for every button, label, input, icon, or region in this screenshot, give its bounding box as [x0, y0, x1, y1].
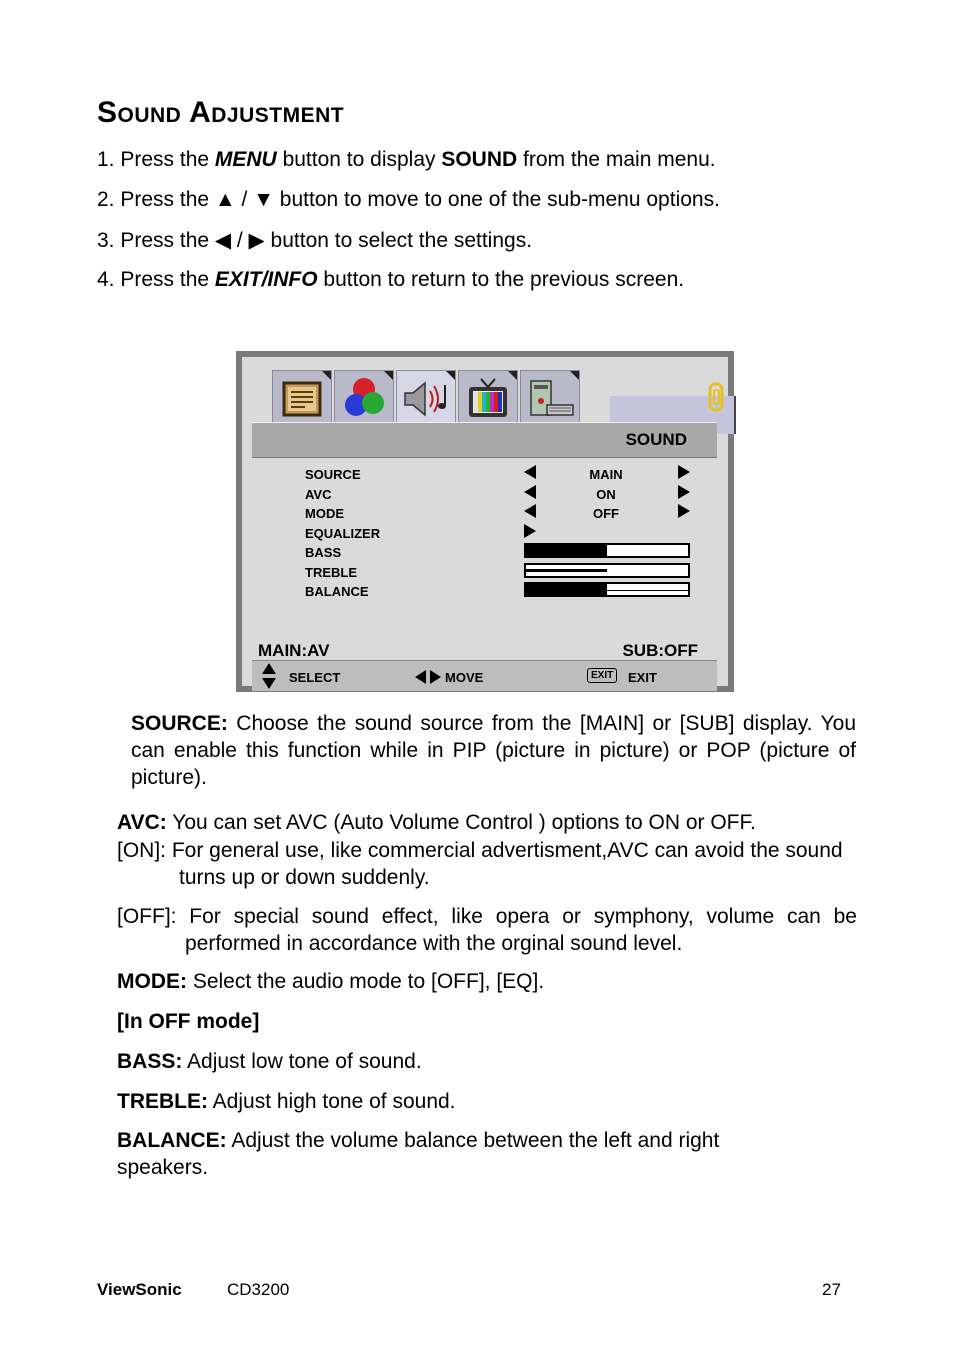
balance-center-line — [526, 590, 688, 591]
step-1: 1. Press the MENU button to display SOUND from the main menu. — [97, 148, 716, 171]
treble-description: TREBLE: Adjust high tone of sound. — [117, 1090, 456, 1113]
status-sub: SUB:OFF — [622, 641, 698, 660]
exit-key-icon: EXIT — [587, 668, 617, 683]
osd-help-bar — [252, 660, 717, 691]
left-right-arrow-icon — [415, 670, 441, 684]
menu-label-treble[interactable]: TREBLE — [305, 565, 357, 580]
avc-off-description: [OFF]: For special sound effect, like opera or symphony, volume can be performed in accordance with the orginal sound level. — [117, 905, 857, 955]
help-exit: EXIT — [628, 670, 657, 685]
osd-title-bar — [252, 422, 717, 458]
clip-icon — [706, 382, 730, 414]
section-heading: Sound Adjustment — [97, 96, 345, 129]
tab-sound[interactable] — [396, 370, 456, 426]
menu-label-avc[interactable]: AVC — [305, 487, 332, 502]
balance-level-bar[interactable] — [524, 582, 690, 597]
help-select: SELECT — [289, 670, 341, 685]
footer-brand: ViewSonic — [97, 1280, 182, 1299]
tab-picture-setup[interactable] — [272, 370, 332, 426]
left-arrow-icon[interactable] — [524, 485, 536, 499]
menu-value-mode: OFF — [593, 506, 619, 521]
left-arrow-icon[interactable] — [524, 465, 536, 479]
balance-description: BALANCE: Adjust the volume balance between the left and right speakers. — [117, 1129, 720, 1179]
treble-level-bar[interactable] — [524, 563, 690, 578]
menu-value-avc: ON — [596, 487, 616, 502]
mode-description: MODE: Select the audio mode to [OFF], [EQ]. — [117, 970, 545, 993]
menu-label-mode[interactable]: MODE — [305, 506, 344, 521]
menu-label-balance[interactable]: BALANCE — [305, 584, 369, 599]
step-2: 2. Press the ▲ / ▼ button to move to one of the sub-menu options. — [97, 188, 720, 211]
up-down-arrows-icon: ▲ / ▼ — [214, 188, 274, 211]
source-description: SOURCE: Choose the sound source from the [MAIN] or [SUB] display. You can enable this function while in PIP (picture in picture) or POP (picture of picture). — [131, 712, 856, 789]
footer-model: CD3200 — [227, 1280, 290, 1299]
tab-pc-setup[interactable] — [520, 370, 580, 426]
step-3: 3. Press the ◀ / ▶ button to select the settings. — [97, 229, 533, 252]
menu-label-bass[interactable]: BASS — [305, 545, 342, 560]
off-mode-heading: [In OFF mode] — [117, 1010, 260, 1033]
status-main: MAIN:AV — [258, 641, 330, 660]
avc-on-description: [ON]: For general use, like commercial advertisment,AVC can avoid the sound turns up or down suddenly. — [117, 839, 843, 889]
left-arrow-icon[interactable] — [524, 504, 536, 518]
bass-level-fill — [526, 545, 607, 556]
right-arrow-icon[interactable] — [678, 465, 690, 479]
osd-title: SOUND — [625, 430, 687, 449]
step-4: 4. Press the EXIT/INFO button to return to the previous screen. — [97, 268, 685, 291]
right-arrow-icon[interactable] — [678, 504, 690, 518]
osd-tab-strip — [272, 370, 704, 428]
left-right-arrows-icon: ◀ / ▶ — [214, 229, 265, 252]
bass-level-bar[interactable] — [524, 543, 690, 558]
tab-tv[interactable] — [458, 370, 518, 426]
right-arrow-icon[interactable] — [524, 524, 536, 538]
menu-label-source[interactable]: SOURCE — [305, 467, 361, 482]
treble-level-fill — [526, 569, 607, 572]
osd-sound-menu — [236, 351, 734, 692]
help-move: MOVE — [445, 670, 484, 685]
tab-color[interactable] — [334, 370, 394, 426]
menu-value-source: MAIN — [589, 467, 623, 482]
osd-panel — [242, 357, 728, 686]
bass-description: BASS: Adjust low tone of sound. — [117, 1050, 422, 1073]
footer-page-number: 27 — [822, 1280, 841, 1299]
up-down-arrow-icon — [262, 663, 276, 689]
avc-description: AVC: You can set AVC (Auto Volume Control ) options to ON or OFF. — [117, 811, 756, 834]
menu-label-equalizer[interactable]: EQUALIZER — [305, 526, 381, 541]
right-arrow-icon[interactable] — [678, 485, 690, 499]
